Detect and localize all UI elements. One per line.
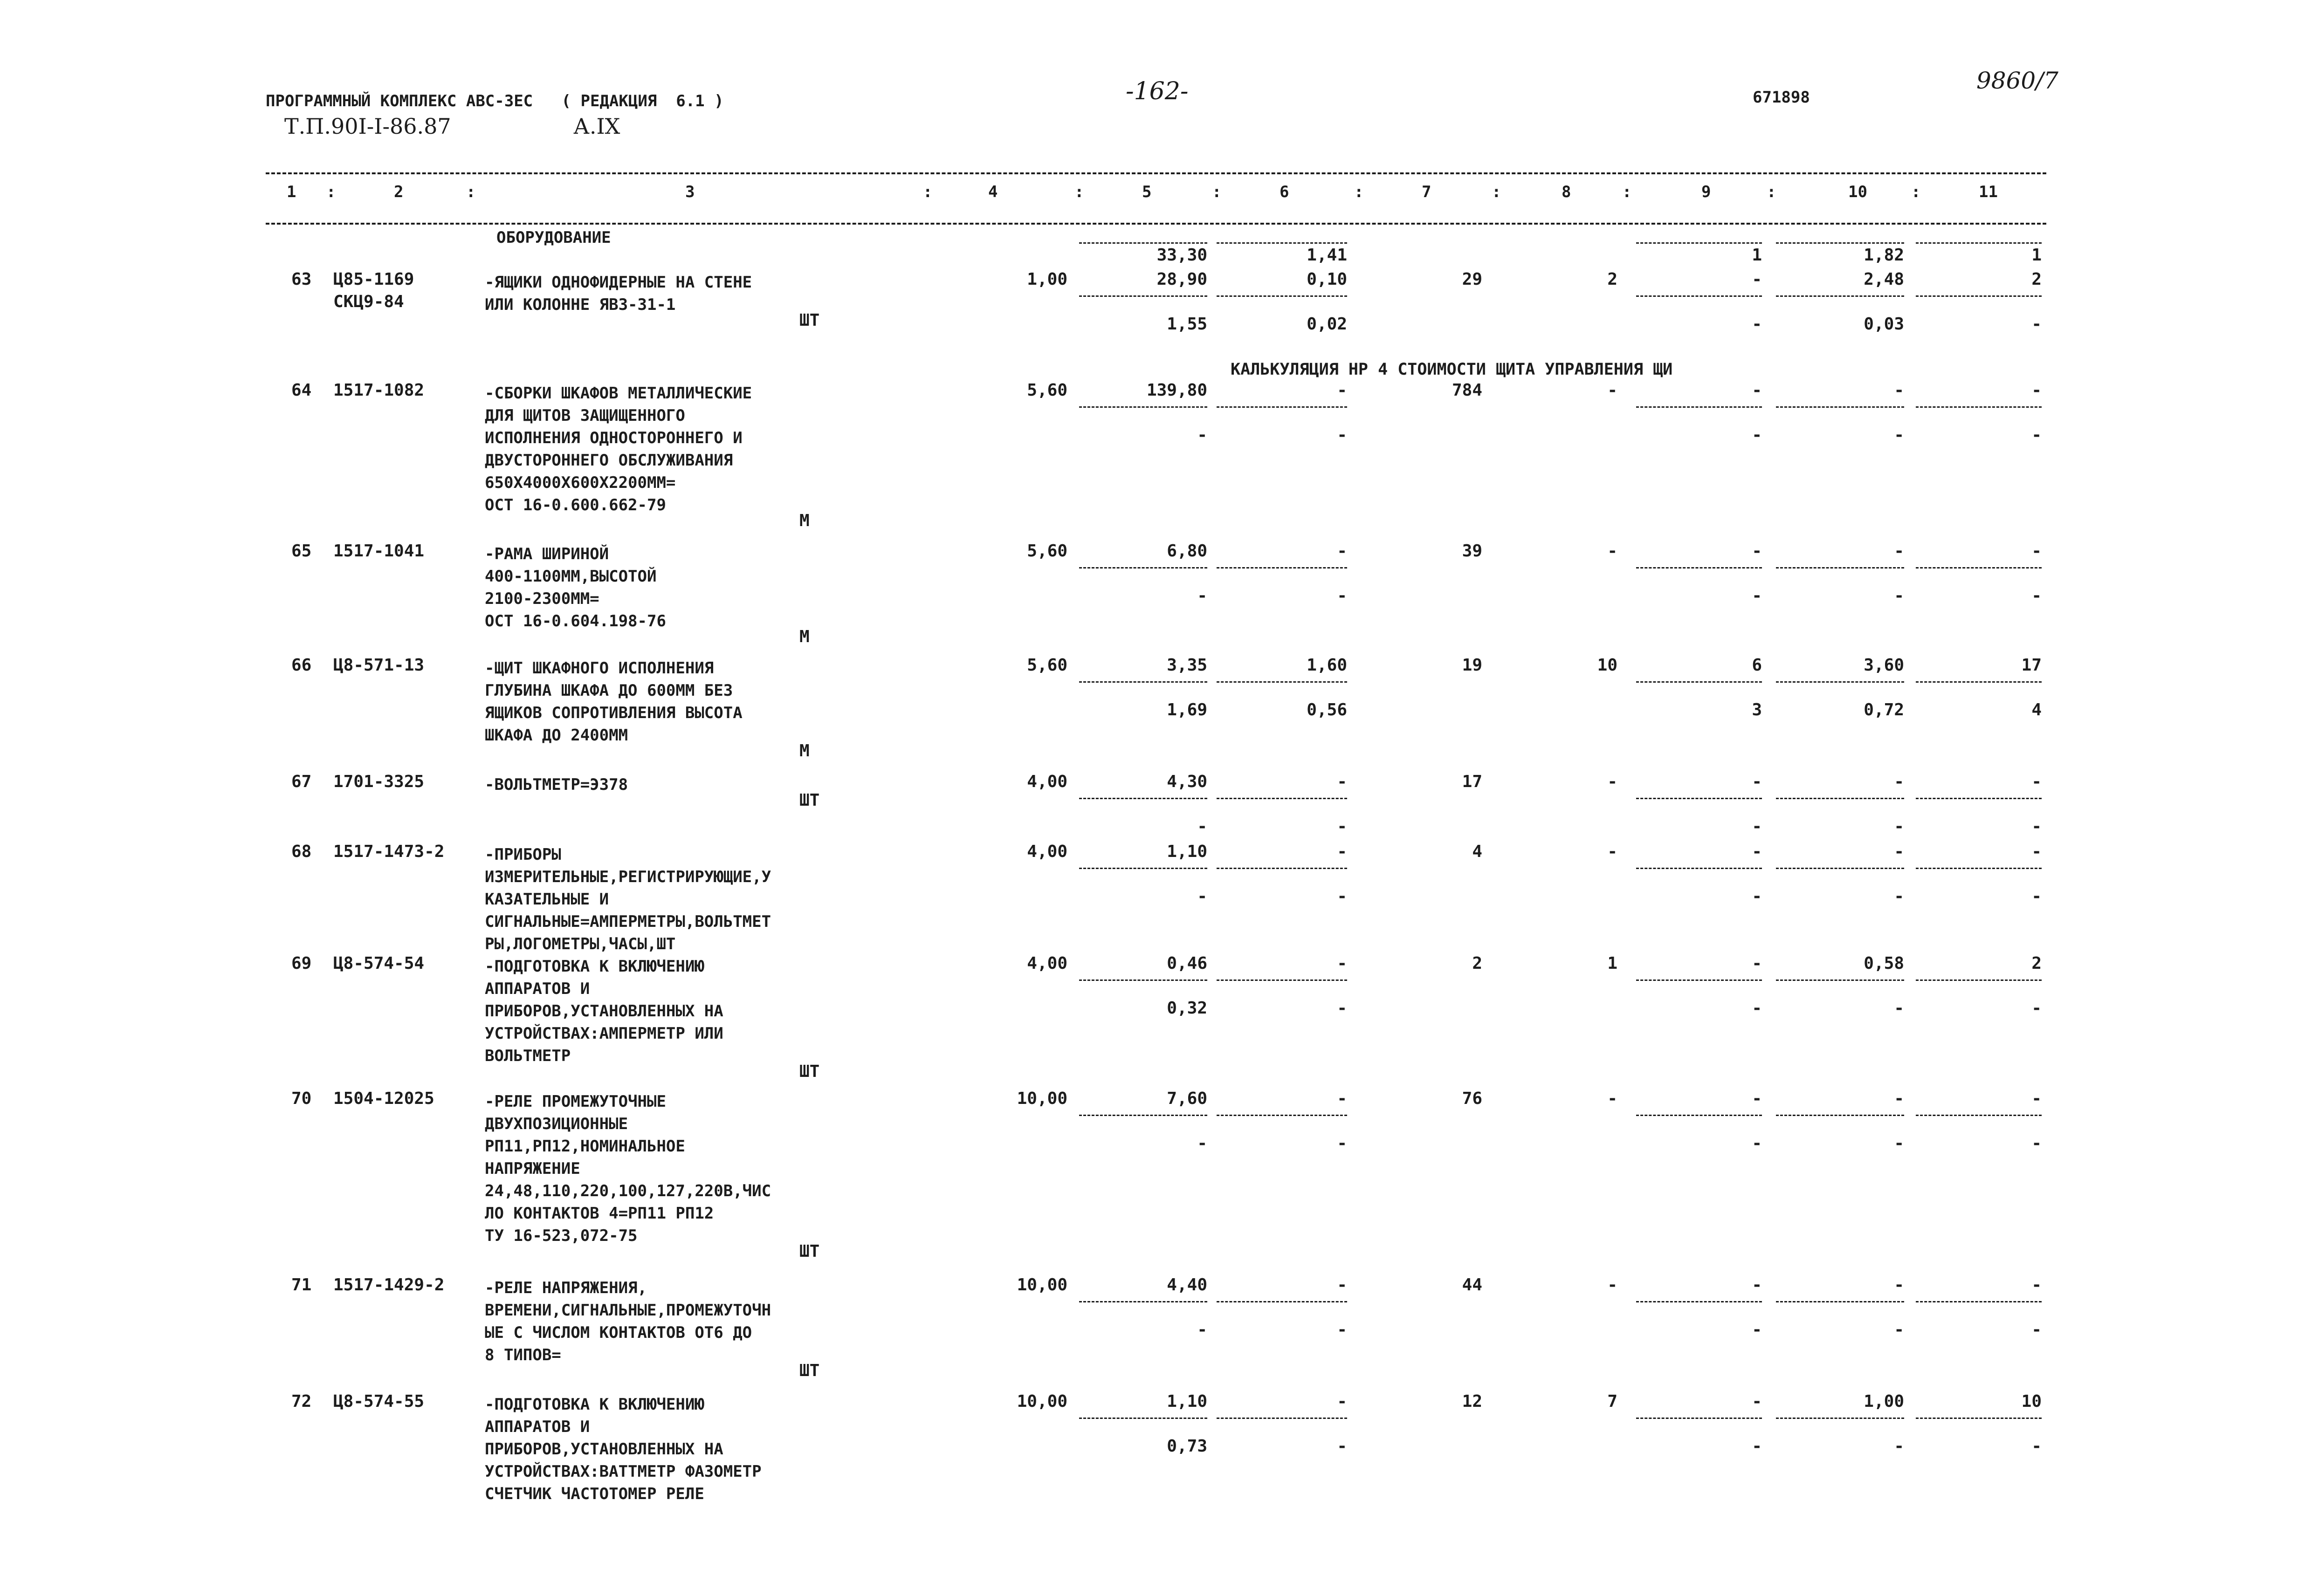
machine-total-cell: 6	[1752, 656, 1762, 675]
description-line: ПРИБОРОВ,УСТАНОВЛЕННЫХ НА	[485, 1002, 723, 1021]
value-divider-line	[1217, 868, 1347, 869]
labor-total-pre-cell: 1	[2031, 246, 2042, 265]
description-line: УСТРОЙСТВАХ:ВАТТМЕТР ФАЗОМЕТР	[485, 1462, 762, 1481]
column-header-2: 2	[394, 183, 404, 201]
unit-label: М	[799, 741, 810, 760]
machine-total-pre-cell: 1	[1752, 246, 1762, 265]
value-divider-line	[1636, 406, 1762, 408]
description-line: -РЕЛЕ НАПРЯЖЕНИЯ,	[485, 1279, 647, 1297]
machine-cost-cell: -	[1337, 1392, 1347, 1411]
price-code: Ц85-1169	[333, 270, 414, 289]
row-number: 67	[291, 772, 312, 791]
description-line: СЧЕТЧИК ЧАСТОТОМЕР РЕЛЕ	[485, 1485, 704, 1503]
description-line: ОСТ 16-0.600.662-79	[485, 496, 666, 514]
labor-total-cell: 10	[2021, 1392, 2042, 1411]
description-line: РЫ,ЛОГОМЕТРЫ,ЧАСЫ,ШТ	[485, 935, 676, 953]
value-divider-line	[1217, 1418, 1347, 1419]
unit-cost-cell: 6,80	[1167, 541, 1207, 561]
labor-machine-unit-cell: -	[1894, 1320, 1904, 1339]
wage-total-cell: -	[1607, 842, 1617, 861]
description-line: -ВОЛЬТМЕТР=Э378	[485, 775, 628, 794]
labor-total-cell: 2	[2031, 270, 2042, 289]
machine-wage-cell: 0,02	[1307, 315, 1347, 334]
value-divider-line	[1916, 1115, 2042, 1116]
labor-total-cell: -	[2031, 772, 2042, 791]
project-code: Т.П.90I-I-86.87	[284, 114, 451, 139]
labor-total-cell: -	[2031, 1275, 2042, 1295]
unit-wage-cell: 1,69	[1167, 700, 1207, 719]
machine-wage-total-cell: -	[1752, 1134, 1762, 1153]
unit-wage-cell: -	[1197, 425, 1207, 445]
unit-cost-cell: 3,35	[1167, 656, 1207, 675]
value-divider-line	[1636, 1301, 1762, 1302]
price-code: Ц8-574-54	[333, 954, 425, 973]
labor-unit-cell: -	[1894, 1089, 1904, 1108]
quantity-cell: 4,00	[1027, 772, 1067, 791]
labor-machine-unit-cell: -	[1894, 887, 1904, 906]
value-divider-line	[1217, 406, 1347, 408]
value-divider-line	[1916, 1418, 2042, 1419]
description-line: ВРЕМЕНИ,СИГНАЛЬНЫЕ,ПРОМЕЖУТОЧН	[485, 1301, 771, 1320]
archive-number: 9860/7	[1976, 67, 2058, 94]
wage-total-cell: 1	[1607, 954, 1617, 973]
description-line: -СБОРКИ ШКАФОВ МЕТАЛЛИЧЕСКИЕ	[485, 384, 752, 403]
unit-cost-cell: 4,40	[1167, 1275, 1207, 1295]
machine-cost-cell: -	[1337, 954, 1347, 973]
unit-wage-cell: 0,73	[1167, 1437, 1207, 1456]
total-cost-cell: 17	[1462, 772, 1482, 791]
description-line: -ПОДГОТОВКА К ВКЛЮЧЕНИЮ	[485, 957, 704, 976]
value-divider-line	[1776, 567, 1904, 569]
column-separator: :	[466, 183, 476, 201]
description-line: ДВУХПОЗИЦИОННЫЕ	[485, 1115, 628, 1133]
description-line: 650Х4000Х600Х2200ММ=	[485, 473, 676, 492]
value-divider-line	[1916, 567, 2042, 569]
column-header-5: 5	[1142, 183, 1152, 201]
value-divider-line	[1217, 295, 1347, 297]
wage-total-cell: 7	[1607, 1392, 1617, 1411]
unit-label: ШТ	[799, 311, 820, 330]
value-divider-line	[1217, 980, 1347, 981]
quantity-cell: 10,00	[1017, 1392, 1067, 1411]
unit-cost-cell: 139,80	[1146, 381, 1207, 400]
description-line: АППАРАТОВ И	[485, 1418, 590, 1436]
labor-unit-cell: 2,48	[1864, 270, 1904, 289]
unit-cost-cell: 28,90	[1156, 270, 1207, 289]
program-line: ПРОГРАММНЫЙ КОМПЛЕКС АВС-3ЕС ( РЕДАКЦИЯ 6.1 )	[266, 92, 724, 110]
column-separator: :	[1622, 183, 1632, 201]
value-divider-line	[1636, 295, 1762, 297]
value-divider-line	[1916, 242, 2042, 244]
wage-total-cell: 10	[1597, 656, 1617, 675]
machine-wage-cell: -	[1337, 817, 1347, 836]
total-cost-cell: 19	[1462, 656, 1482, 675]
column-separator: :	[1911, 183, 1921, 201]
price-code: Ц8-571-13	[333, 656, 425, 675]
labor-machine-total-cell: -	[2031, 817, 2042, 836]
description-line: УСТРОЙСТВАХ:АМПЕРМЕТР ИЛИ	[485, 1024, 723, 1043]
column-header-11: 11	[1979, 183, 1998, 201]
machine-total-cell: -	[1752, 541, 1762, 561]
machine-wage-total-cell: -	[1752, 586, 1762, 605]
value-divider-line	[1217, 242, 1347, 244]
machine-total-cell: -	[1752, 1275, 1762, 1295]
row-number: 66	[291, 656, 312, 675]
value-divider-line	[1079, 406, 1207, 408]
machine-total-cell: -	[1752, 381, 1762, 400]
machine-wage-total-cell: -	[1752, 817, 1762, 836]
header-rule-bottom	[266, 223, 2046, 225]
price-code: 1517-1473-2	[333, 842, 445, 861]
row-number: 68	[291, 842, 312, 861]
labor-machine-unit-cell: -	[1894, 1437, 1904, 1456]
machine-wage-total-cell: -	[1752, 315, 1762, 334]
description-line: -РЕЛЕ ПРОМЕЖУТОЧНЫЕ	[485, 1092, 666, 1111]
labor-total-cell: 17	[2021, 656, 2042, 675]
document-number: 671898	[1753, 88, 1810, 107]
machine-wage-cell: -	[1337, 887, 1347, 906]
value-divider-line	[1916, 798, 2042, 799]
page-number: -162-	[1126, 77, 1189, 105]
value-divider-line	[1636, 868, 1762, 869]
header-rule-top	[266, 172, 2046, 174]
description-line: КАЗАТЕЛЬНЫЕ И	[485, 890, 609, 909]
description-line: ЛО КОНТАКТОВ 4=РП11 РП12	[485, 1204, 714, 1223]
labor-unit-cell: -	[1894, 541, 1904, 561]
row-number: 70	[291, 1089, 312, 1108]
labor-machine-total-cell: -	[2031, 1134, 2042, 1153]
value-divider-line	[1636, 798, 1762, 799]
row-number: 72	[291, 1392, 312, 1411]
machine-wage-total-cell: -	[1752, 1437, 1762, 1456]
labor-unit-cell: -	[1894, 1275, 1904, 1295]
description-line: ЯЩИКОВ СОПРОТИВЛЕНИЯ ВЫСОТА	[485, 704, 743, 722]
machine-wage-cell: -	[1337, 1320, 1347, 1339]
description-line: НАПРЯЖЕНИЕ	[485, 1159, 580, 1178]
machine-cost-cell: -	[1337, 842, 1347, 861]
column-separator: :	[1354, 183, 1364, 201]
column-header-3: 3	[685, 183, 695, 201]
machine-wage-total-cell: -	[1752, 425, 1762, 445]
machine-wage-cell: -	[1337, 586, 1347, 605]
labor-total-cell: -	[2031, 1089, 2042, 1108]
description-line: ИЛИ КОЛОННЕ ЯВЗ-31-1	[485, 295, 676, 314]
description-line: -ЯЩИКИ ОДНОФИДЕРНЫЕ НА СТЕНЕ	[485, 273, 752, 292]
value-divider-line	[1776, 868, 1904, 869]
value-divider-line	[1079, 980, 1207, 981]
machine-wage-total-cell: -	[1752, 887, 1762, 906]
value-divider-line	[1079, 798, 1207, 799]
column-separator: :	[1767, 183, 1776, 201]
machine-total-cell: -	[1752, 772, 1762, 791]
price-code: 1517-1041	[333, 541, 425, 561]
value-divider-line	[1217, 798, 1347, 799]
labor-total-cell: -	[2031, 842, 2042, 861]
description-line: ИЗМЕРИТЕЛЬНЫЕ,РЕГИСТРИРУЮЩИЕ,У	[485, 868, 771, 886]
value-divider-line	[1079, 1115, 1207, 1116]
description-line: ОСТ 16-0.604.198-76	[485, 612, 666, 630]
labor-machine-total-cell: -	[2031, 1437, 2042, 1456]
value-divider-line	[1636, 681, 1762, 683]
value-divider-line	[1217, 1115, 1347, 1116]
column-header-4: 4	[988, 183, 998, 201]
labor-machine-unit-cell: -	[1894, 1134, 1904, 1153]
value-divider-line	[1636, 1418, 1762, 1419]
total-cost-cell: 12	[1462, 1392, 1482, 1411]
album-number: А.IX	[573, 114, 620, 139]
labor-machine-unit-cell: -	[1894, 425, 1904, 445]
value-divider-line	[1916, 1301, 2042, 1302]
quantity-cell: 4,00	[1027, 842, 1067, 861]
description-line: ИСПОЛНЕНИЯ ОДНОСТОРОННЕГО И	[485, 429, 743, 447]
quantity-cell: 10,00	[1017, 1089, 1067, 1108]
machine-cost-cell: 0,10	[1307, 270, 1347, 289]
labor-unit-cell: -	[1894, 842, 1904, 861]
description-line: 8 ТИПОВ=	[485, 1346, 561, 1364]
value-divider-line	[1217, 567, 1347, 569]
machine-cost-cell: -	[1337, 1275, 1347, 1295]
quantity-cell: 4,00	[1027, 954, 1067, 973]
section-title: ОБОРУДОВАНИЕ	[496, 228, 611, 247]
quantity-cell: 5,60	[1027, 541, 1067, 561]
value-divider-line	[1776, 980, 1904, 981]
machine-total-cell: -	[1752, 842, 1762, 861]
value-divider-line	[1776, 242, 1904, 244]
labor-total-cell: -	[2031, 541, 2042, 561]
row-number: 71	[291, 1275, 312, 1295]
total-cost-cell: 44	[1462, 1275, 1482, 1295]
column-header-10: 10	[1848, 183, 1867, 201]
column-separator: :	[1074, 183, 1084, 201]
labor-machine-unit-cell: -	[1894, 817, 1904, 836]
value-divider-line	[1636, 567, 1762, 569]
unit-label: ШТ	[799, 1361, 820, 1380]
unit-wage-cell: 1,55	[1167, 315, 1207, 334]
labor-machine-unit-cell: 0,03	[1864, 315, 1904, 334]
row-number: 65	[291, 541, 312, 561]
column-header-1: 1	[287, 183, 296, 201]
total-cost-cell: 2	[1472, 954, 1482, 973]
machine-cost-cell: -	[1337, 1089, 1347, 1108]
labor-unit-cell: 3,60	[1864, 656, 1904, 675]
wage-total-cell: 2	[1607, 270, 1617, 289]
description-line: ШКАФА ДО 2400ММ	[485, 726, 628, 745]
labor-unit-cell: -	[1894, 381, 1904, 400]
labor-total-cell: -	[2031, 381, 2042, 400]
unit-label: ШТ	[799, 1242, 820, 1261]
value-divider-line	[1776, 798, 1904, 799]
unit-wage-cell: -	[1197, 1134, 1207, 1153]
labor-machine-total-cell: -	[2031, 425, 2042, 445]
unit-wage-cell: -	[1197, 586, 1207, 605]
column-header-6: 6	[1280, 183, 1289, 201]
machine-cost-total-cell: 1,41	[1307, 246, 1347, 265]
unit-label: ШТ	[799, 1062, 820, 1081]
labor-machine-total-cell: -	[2031, 887, 2042, 906]
unit-cost-cell: 0,46	[1167, 954, 1207, 973]
quantity-cell: 5,60	[1027, 656, 1067, 675]
column-separator: :	[923, 183, 933, 201]
description-line: ДВУСТОРОННЕГО ОБСЛУЖИВАНИЯ	[485, 451, 733, 470]
labor-machine-total-cell: -	[2031, 999, 2042, 1018]
total-cost-cell: 29	[1462, 270, 1482, 289]
value-divider-line	[1916, 295, 2042, 297]
price-code: Ц8-574-55	[333, 1392, 425, 1411]
unit-wage-cell: -	[1197, 1320, 1207, 1339]
quantity-cell: 5,60	[1027, 381, 1067, 400]
value-divider-line	[1079, 868, 1207, 869]
description-line: -РАМА ШИРИНОЙ	[485, 545, 609, 563]
machine-cost-cell: -	[1337, 381, 1347, 400]
labor-machine-total-cell: -	[2031, 315, 2042, 334]
description-line: РП11,РП12,НОМИНАЛЬНОЕ	[485, 1137, 685, 1156]
value-divider-line	[1636, 242, 1762, 244]
quantity-cell: 1,00	[1027, 270, 1067, 289]
machine-wage-total-cell: -	[1752, 1320, 1762, 1339]
description-line: ГЛУБИНА ШКАФА ДО 600ММ БЕЗ	[485, 681, 733, 700]
unit-cost-cell: 4,30	[1167, 772, 1207, 791]
value-divider-line	[1079, 681, 1207, 683]
value-divider-line	[1636, 980, 1762, 981]
labor-machine-total-cell: -	[2031, 1320, 2042, 1339]
machine-wage-cell: -	[1337, 999, 1347, 1018]
labor-unit-cell: 1,00	[1864, 1392, 1904, 1411]
value-divider-line	[1776, 1418, 1904, 1419]
labor-machine-unit-cell: -	[1894, 999, 1904, 1018]
machine-cost-cell: 1,60	[1307, 656, 1347, 675]
machine-total-cell: -	[1752, 1089, 1762, 1108]
unit-cost-cell: 1,10	[1167, 1392, 1207, 1411]
row-number: 63	[291, 270, 312, 289]
price-code: 1504-12025	[333, 1089, 434, 1108]
description-line: АППАРАТОВ И	[485, 980, 590, 998]
unit-label: ШТ	[799, 791, 820, 810]
wage-total-cell: -	[1607, 381, 1617, 400]
wage-total-cell: -	[1607, 772, 1617, 791]
column-header-8: 8	[1562, 183, 1571, 201]
price-code-secondary: СКЦ9-84	[333, 292, 404, 311]
unit-label: М	[799, 627, 810, 646]
machine-total-cell: -	[1752, 954, 1762, 973]
row-number: 69	[291, 954, 312, 973]
labor-total-cell: 2	[2031, 954, 2042, 973]
unit-wage-cell: 0,32	[1167, 999, 1207, 1018]
total-cost-cell: 76	[1462, 1089, 1482, 1108]
unit-wage-cell: -	[1197, 887, 1207, 906]
value-divider-line	[1776, 1115, 1904, 1116]
value-divider-line	[1079, 1418, 1207, 1419]
description-line: 400-1100ММ,ВЫСОТОЙ	[485, 567, 657, 586]
column-separator: :	[1492, 183, 1501, 201]
total-cost-cell: 39	[1462, 541, 1482, 561]
description-line: СИГНАЛЬНЫЕ=АМПЕРМЕТРЫ,ВОЛЬТМЕТ	[485, 912, 771, 931]
description-line: 24,48,110,220,100,127,220В,ЧИС	[485, 1182, 771, 1200]
column-header-9: 9	[1701, 183, 1711, 201]
labor-machine-unit-cell: 0,72	[1864, 700, 1904, 719]
description-line: ВОЛЬТМЕТР	[485, 1047, 571, 1065]
column-separator: :	[1212, 183, 1222, 201]
price-code: 1517-1429-2	[333, 1275, 445, 1295]
machine-wage-cell: -	[1337, 425, 1347, 445]
machine-wage-cell: 0,56	[1307, 700, 1347, 719]
wage-total-cell: -	[1607, 1089, 1617, 1108]
labor-machine-total-cell: -	[2031, 586, 2042, 605]
value-divider-line	[1916, 868, 2042, 869]
value-divider-line	[1916, 681, 2042, 683]
unit-wage-cell: -	[1197, 817, 1207, 836]
description-line: ПРИБОРОВ,УСТАНОВЛЕННЫХ НА	[485, 1440, 723, 1459]
labor-unit-pre-cell: 1,82	[1864, 246, 1904, 265]
labor-machine-unit-cell: -	[1894, 586, 1904, 605]
labor-unit-cell: 0,58	[1864, 954, 1904, 973]
machine-wage-cell: -	[1337, 1134, 1347, 1153]
description-line: -ПОДГОТОВКА К ВКЛЮЧЕНИЮ	[485, 1395, 704, 1414]
column-header-7: 7	[1422, 183, 1431, 201]
value-divider-line	[1776, 406, 1904, 408]
value-divider-line	[1217, 681, 1347, 683]
description-line: ЫЕ С ЧИСЛОМ КОНТАКТОВ ОТ6 ДО	[485, 1323, 752, 1342]
calculation-note: КАЛЬКУЛЯЦИЯ НР 4 СТОИМОСТИ ЩИТА УПРАВЛЕНИЯ ЩИ	[1231, 360, 1673, 379]
row-number: 64	[291, 381, 312, 400]
unit-label: М	[799, 511, 810, 530]
machine-cost-cell: -	[1337, 541, 1347, 561]
value-divider-line	[1776, 295, 1904, 297]
unit-cost-total-cell: 33,30	[1156, 246, 1207, 265]
machine-wage-total-cell: 3	[1752, 700, 1762, 719]
value-divider-line	[1636, 1115, 1762, 1116]
machine-total-cell: -	[1752, 1392, 1762, 1411]
description-line: ДЛЯ ЩИТОВ ЗАЩИЩЕННОГО	[485, 406, 685, 425]
machine-wage-cell: -	[1337, 1437, 1347, 1456]
value-divider-line	[1079, 242, 1207, 244]
value-divider-line	[1079, 1301, 1207, 1302]
description-line: -ПРИБОРЫ	[485, 845, 561, 864]
wage-total-cell: -	[1607, 541, 1617, 561]
description-line: -ЩИТ ШКАФНОГО ИСПОЛНЕНИЯ	[485, 659, 714, 678]
value-divider-line	[1916, 980, 2042, 981]
machine-wage-total-cell: -	[1752, 999, 1762, 1018]
total-cost-cell: 4	[1472, 842, 1482, 861]
column-separator: :	[326, 183, 336, 201]
total-cost-cell: 784	[1452, 381, 1482, 400]
description-line: 2100-2300ММ=	[485, 589, 599, 608]
value-divider-line	[1079, 295, 1207, 297]
description-line: ТУ 16-523,072-75	[485, 1226, 638, 1245]
quantity-cell: 10,00	[1017, 1275, 1067, 1295]
machine-cost-cell: -	[1337, 772, 1347, 791]
wage-total-cell: -	[1607, 1275, 1617, 1295]
unit-cost-cell: 7,60	[1167, 1089, 1207, 1108]
price-code: 1701-3325	[333, 772, 425, 791]
value-divider-line	[1079, 567, 1207, 569]
value-divider-line	[1776, 1301, 1904, 1302]
value-divider-line	[1776, 681, 1904, 683]
labor-machine-total-cell: 4	[2031, 700, 2042, 719]
labor-unit-cell: -	[1894, 772, 1904, 791]
price-code: 1517-1082	[333, 381, 425, 400]
machine-total-cell: -	[1752, 270, 1762, 289]
value-divider-line	[1916, 406, 2042, 408]
unit-cost-cell: 1,10	[1167, 842, 1207, 861]
value-divider-line	[1217, 1301, 1347, 1302]
